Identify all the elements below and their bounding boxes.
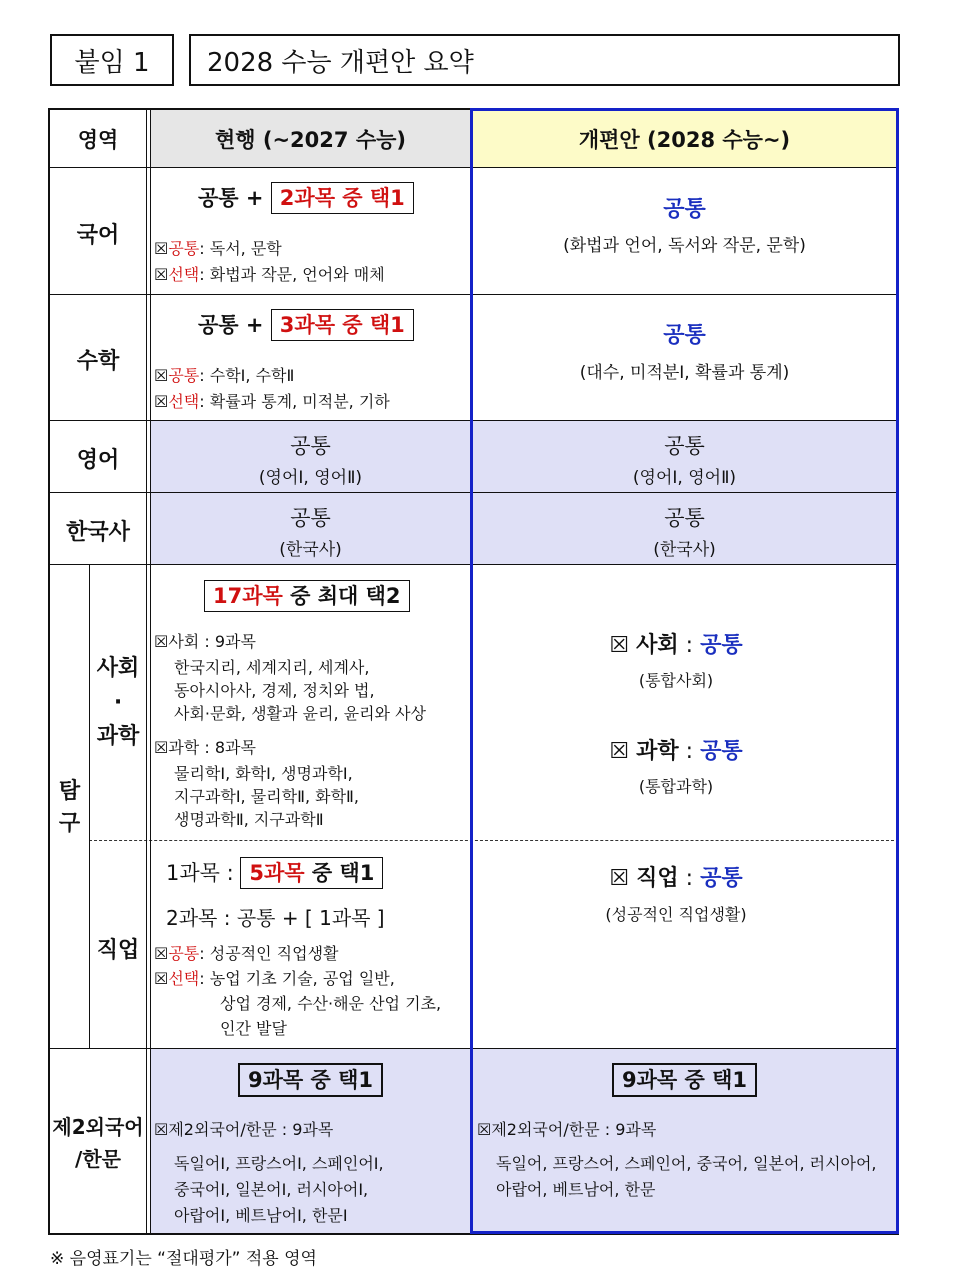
second-lang-current-choice: 9과목 중 택1 xyxy=(151,1063,470,1097)
social-science-choice-box: 17과목 중 최대 택2 xyxy=(204,580,410,612)
second-lang-list-line: 아랍어, 베트남어, 한문 xyxy=(496,1180,656,1199)
inquiry-label-1: 탐 xyxy=(58,779,81,804)
math-current-choice xyxy=(198,309,414,341)
social-label: 사회 xyxy=(96,656,140,681)
social-list-line: 사회·문화, 생활과 윤리, 윤리와 사상 xyxy=(174,704,426,723)
checkbox-icon: ☒ xyxy=(609,866,630,891)
vocational-reform: ☒ 직업 : 공통 xyxy=(609,866,743,891)
history-reform-sub: (한국사) xyxy=(653,540,716,560)
checkbox-icon: ☒ xyxy=(609,739,630,764)
english-current-main: 공통 xyxy=(290,434,331,458)
science-list-line: 생명과학Ⅱ, 지구과학Ⅱ xyxy=(174,810,324,829)
checkbox-icon: ☒ xyxy=(154,632,169,651)
second-lang-list-line: 중국어Ⅰ, 일본어Ⅰ, 러시아어Ⅰ, xyxy=(174,1180,369,1199)
document-title xyxy=(189,34,900,86)
vocational-two-subject: 2과목 : 공통 + [ 1과목 ] xyxy=(166,906,385,930)
history-label: 한국사 xyxy=(66,520,130,545)
checkbox-icon: ☒ xyxy=(154,392,169,411)
checkbox-icon: ☒ xyxy=(477,1120,492,1139)
social-current-head: ☒사회 : 9과목 xyxy=(154,632,256,651)
vocational-common-row: ☒공통: 성공적인 직업생활 xyxy=(154,944,339,963)
vocational-list-line: 상업 경제, 수산·해운 산업 기초, xyxy=(220,994,442,1013)
math-cur-prefix: 공통 + xyxy=(198,313,264,337)
checkbox-icon: ☒ xyxy=(154,944,169,963)
social-current-list xyxy=(174,656,426,725)
inquiry-divider xyxy=(89,840,899,841)
social-list-line: 한국지리, 세계지리, 세계사, xyxy=(174,658,370,677)
social-science-label xyxy=(90,652,146,754)
checkbox-icon: ☒ xyxy=(154,1120,169,1139)
label-dot: · xyxy=(113,690,123,715)
korean-select-text: : 화법과 작문, 언어와 매체 xyxy=(199,265,385,284)
korean-select-row xyxy=(154,262,385,285)
math-reform-main: 공통 xyxy=(663,323,706,348)
korean-label: 국어 xyxy=(76,223,120,248)
second-lang-current-head: ☒제2외국어/한문 : 9과목 xyxy=(154,1120,334,1139)
science-current-list xyxy=(174,762,359,831)
vocational-choice-box: 5과목 중 택1 xyxy=(240,857,383,889)
science-list-line: 지구과학Ⅰ, 물리학Ⅱ, 화학Ⅱ, xyxy=(174,787,360,806)
second-lang-current-list xyxy=(174,1151,384,1229)
math-select-text: : 확률과 통계, 미적분, 기하 xyxy=(199,392,390,411)
math-common-row xyxy=(154,363,294,386)
social-list-line: 동아시아사, 경제, 정치와 법, xyxy=(174,681,375,700)
social-reform: ☒ 사회 : 공통 xyxy=(609,633,743,658)
second-lang-reform-choice: 9과목 중 택1 xyxy=(471,1063,898,1097)
math-reform-sub: (대수, 미적분Ⅰ, 확률과 통계) xyxy=(579,363,790,383)
english-current-sub: (영어Ⅰ, 영어Ⅱ) xyxy=(258,468,363,488)
second-lang-label: 제2외국어 /한문 xyxy=(52,1115,144,1171)
math-common-text: : 수학Ⅰ, 수학Ⅱ xyxy=(199,366,295,385)
korean-choice-box: 2과목 중 택1 xyxy=(271,182,414,214)
checkbox-icon: ☒ xyxy=(154,738,169,757)
math-label: 수학 xyxy=(76,349,120,374)
vocational-select-row: ☒선택: 농업 기초 기술, 공업 일반, xyxy=(154,969,395,988)
vocational-label: 직업 xyxy=(96,938,140,963)
header-current: 현행 (~2027 수능) xyxy=(214,128,406,152)
science-reform: ☒ 과학 : 공통 xyxy=(609,739,743,764)
checkbox-icon: ☒ xyxy=(154,969,169,988)
second-lang-reform-head: ☒제2외국어/한문 : 9과목 xyxy=(477,1120,657,1139)
vocational-list-line: 인간 발달 xyxy=(220,1019,287,1038)
social-reform-sub: (통합사회) xyxy=(638,671,714,690)
social-science-choice xyxy=(204,580,410,612)
science-list-line: 물리학Ⅰ, 화학Ⅰ, 생명과학Ⅰ, xyxy=(174,764,353,783)
korean-common-row xyxy=(154,236,282,259)
vocational-select-list xyxy=(220,991,441,1041)
korean-common-text: : 독서, 문학 xyxy=(199,239,282,258)
inquiry-label xyxy=(50,776,89,840)
vocational-one-subject: 1과목 : 5과목 중 택1 xyxy=(166,857,383,889)
math-common-tag: 공통 xyxy=(168,366,200,385)
korean-common-tag: 공통 xyxy=(168,239,200,258)
header-area: 영역 xyxy=(77,128,119,152)
korean-reform-sub: (화법과 언어, 독서와 작문, 문학) xyxy=(563,236,806,256)
korean-reform-main: 공통 xyxy=(663,197,706,222)
math-select-row xyxy=(154,389,390,412)
english-label: 영어 xyxy=(76,448,120,473)
checkbox-icon: ☒ xyxy=(609,633,630,658)
second-lang-reform-list xyxy=(496,1151,877,1203)
attachment-label xyxy=(50,34,174,86)
english-reform-main: 공통 xyxy=(664,434,705,458)
history-current-sub: (한국사) xyxy=(279,540,342,560)
inquiry-label-2: 구 xyxy=(58,811,81,836)
document-title-text: 2028 수능 개편안 요약 xyxy=(207,47,474,78)
science-current-head: ☒과학 : 8과목 xyxy=(154,738,256,757)
korean-current-choice xyxy=(198,182,414,214)
history-current-main: 공통 xyxy=(290,506,331,530)
math-choice-box: 3과목 중 택1 xyxy=(271,309,414,341)
header-reform: 개편안 (2028 수능~) xyxy=(578,128,791,152)
footnote: ※ 음영표기는 “절대평가” 적용 영역 xyxy=(50,1249,317,1269)
english-reform-sub: (영어Ⅰ, 영어Ⅱ) xyxy=(632,468,737,488)
science-reform-sub: (통합과학) xyxy=(638,777,714,796)
vocational-reform-sub: (성공적인 직업생활) xyxy=(605,905,747,924)
korean-select-tag: 선택 xyxy=(168,265,200,284)
korean-cur-prefix: 공통 + xyxy=(198,186,264,210)
second-lang-list-line: 독일어Ⅰ, 프랑스어Ⅰ, 스페인어Ⅰ, xyxy=(174,1154,384,1173)
second-lang-list-line: 아랍어Ⅰ, 베트남어Ⅰ, 한문Ⅰ xyxy=(174,1206,348,1225)
history-reform-main: 공통 xyxy=(664,506,705,530)
checkbox-icon: ☒ xyxy=(154,239,169,258)
attachment-text: 붙임 1 xyxy=(74,47,150,78)
science-label: 과학 xyxy=(96,724,140,749)
checkbox-icon: ☒ xyxy=(154,366,169,385)
math-select-tag: 선택 xyxy=(168,392,200,411)
checkbox-icon: ☒ xyxy=(154,265,169,284)
second-lang-list-line: 독일어, 프랑스어, 스페인어, 중국어, 일본어, 러시아어, xyxy=(496,1154,877,1173)
